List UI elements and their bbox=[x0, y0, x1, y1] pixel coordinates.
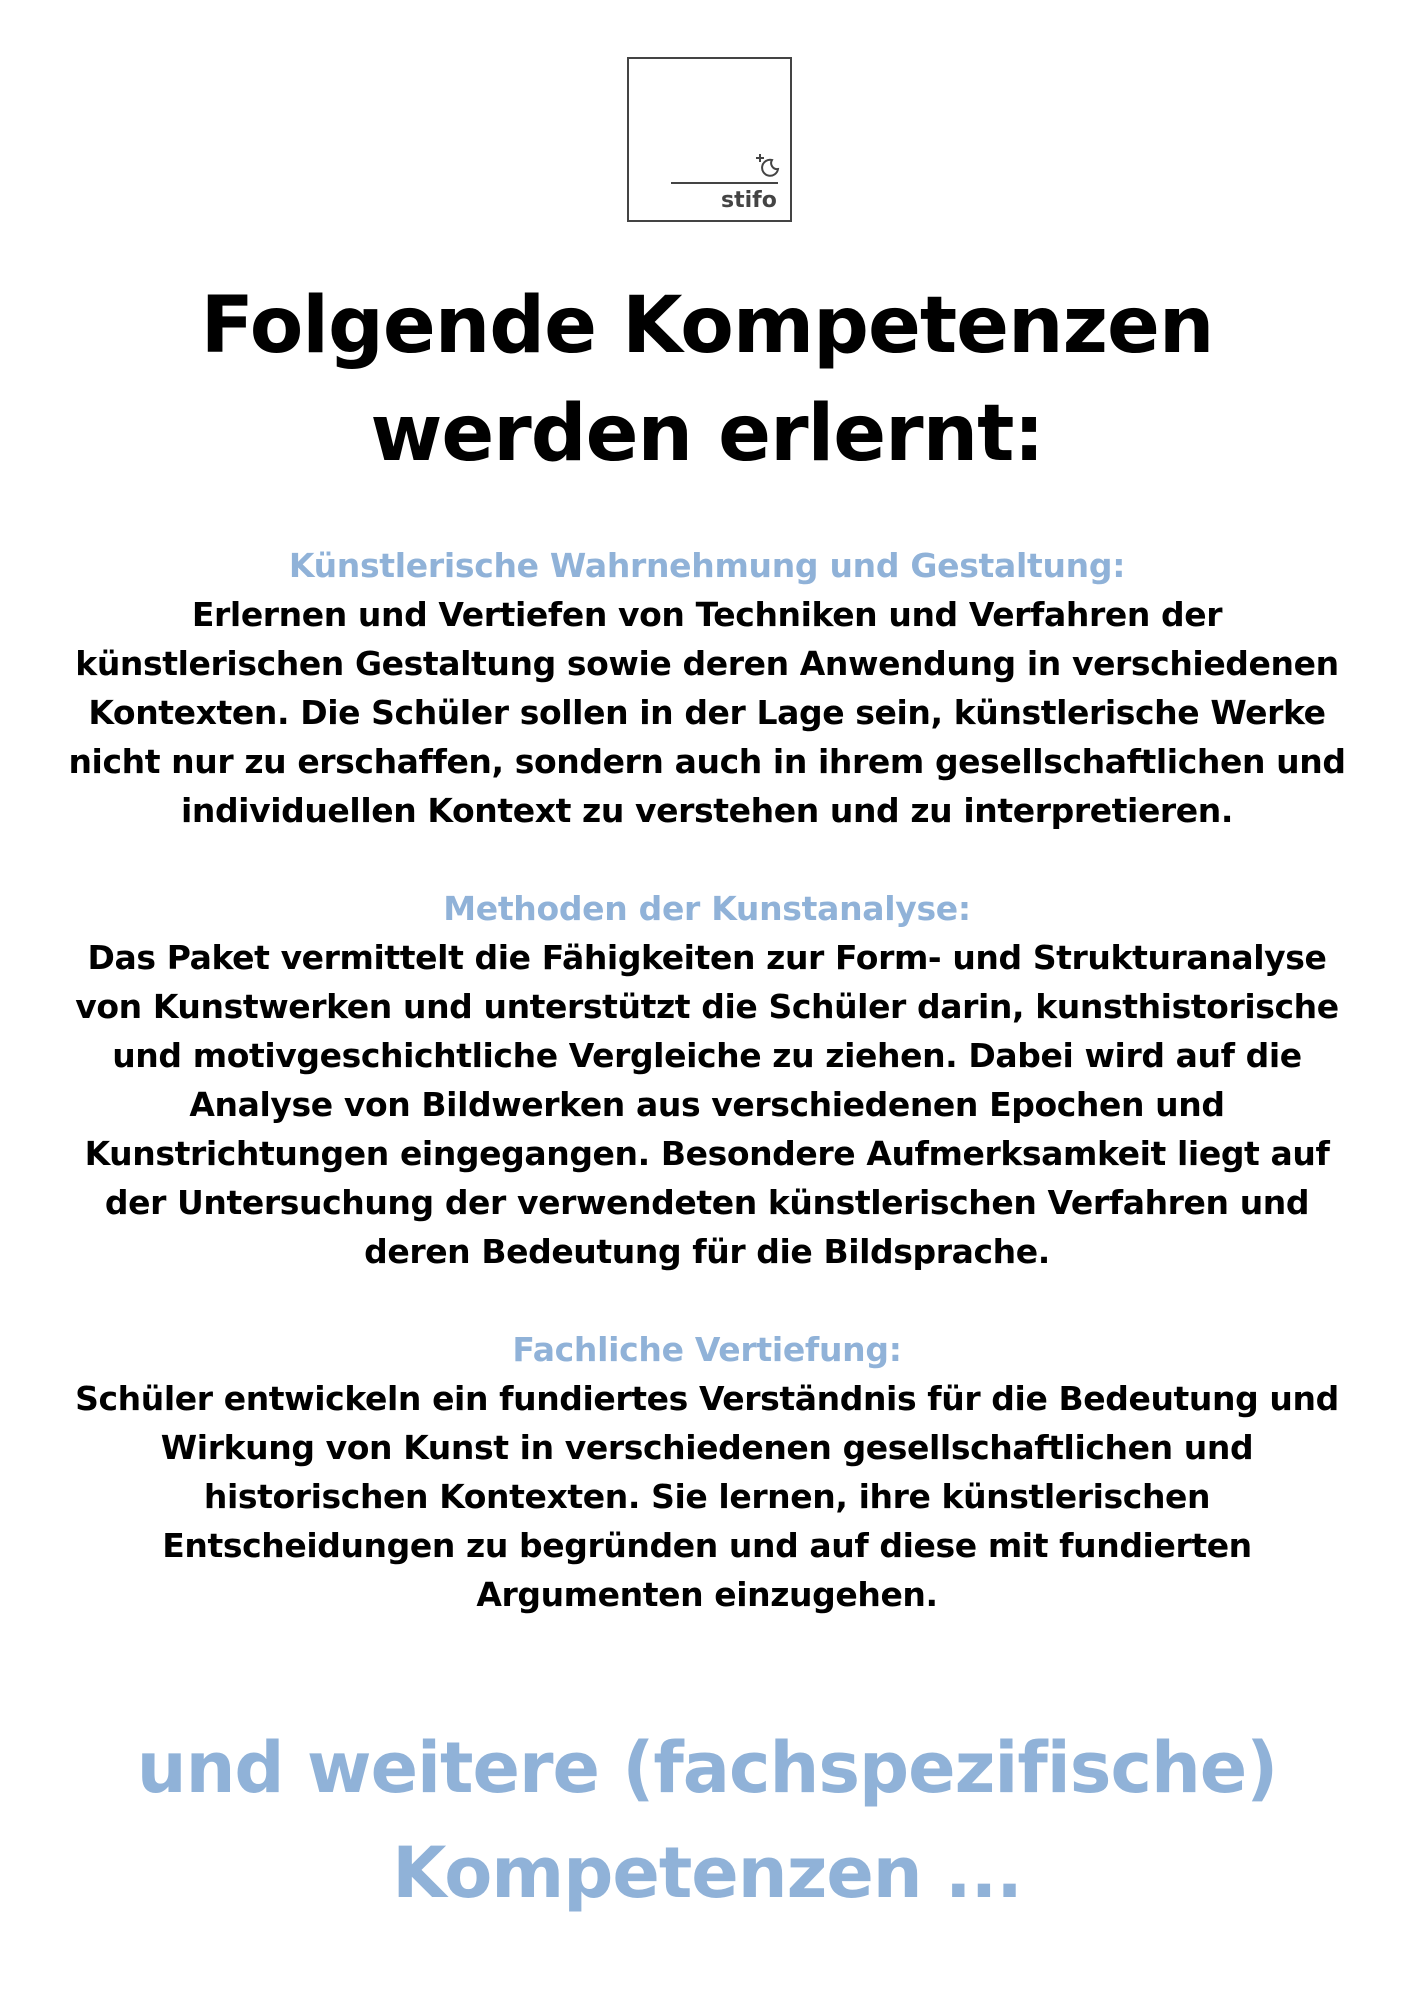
section-body: Das Paket vermittelt die Fähigkeiten zur Form- und Strukturanalyse von Kunstwerken und unterstützt die Schüler darin, kunsthistorische und motivgeschichtliche Vergleiche zu ziehen. Dabei wird auf die Analyse von Bildwerken aus verschiedenen Epochen und Kunstrichtungen eingegangen. Besondere Aufmerksamkeit liegt auf der Untersuchung der verwendeten künstlerischen Verfahren und deren Bedeutung für die Bildsprache. bbox=[75, 938, 1339, 1271]
page-title-line-2: werden erlernt: bbox=[370, 389, 1044, 479]
section-body: Erlernen und Vertiefen von Techniken und Verfahren der künstlerischen Gestaltung sowie deren Anwendung in verschiedenen Kontexten. Die Schüler sollen in der Lage sein, künstlerische Werke nicht nur zu erschaffen, sondern auch in ihrem gesellschaftlichen und individuellen Kontext zu verstehen und zu interpretieren. bbox=[68, 595, 1346, 830]
logo-text: stifo bbox=[721, 188, 777, 213]
competence-section-art-analysis bbox=[60, 884, 1354, 1276]
page-title-line-1: Folgende Kompetenzen bbox=[200, 281, 1214, 371]
competence-section-subject-deepening bbox=[60, 1325, 1354, 1619]
closing-line-1: und weitere (fachspezifische) bbox=[136, 1727, 1278, 1809]
logo-divider bbox=[671, 182, 778, 184]
section-body: Schüler entwickeln ein fundiertes Verständnis für die Bedeutung und Wirkung von Kunst in verschiedenen gesellschaftlichen und historischen Kontexten. Sie lernen, ihre künstlerischen Entscheidungen zu begründen und auf diese mit fundierten Argumenten einzugehen. bbox=[75, 1379, 1339, 1614]
page-title bbox=[0, 272, 1414, 488]
closing-statement bbox=[0, 1716, 1414, 1926]
section-heading: Fachliche Vertiefung: bbox=[512, 1330, 902, 1369]
competence-section-artistic-perception bbox=[60, 541, 1354, 835]
closing-line-2: Kompetenzen ... bbox=[392, 1832, 1022, 1914]
section-heading: Methoden der Kunstanalyse: bbox=[443, 889, 971, 928]
logo bbox=[627, 57, 792, 222]
section-heading: Künstlerische Wahrnehmung und Gestaltung: bbox=[288, 546, 1126, 585]
moon-sparkle-icon bbox=[751, 150, 781, 180]
